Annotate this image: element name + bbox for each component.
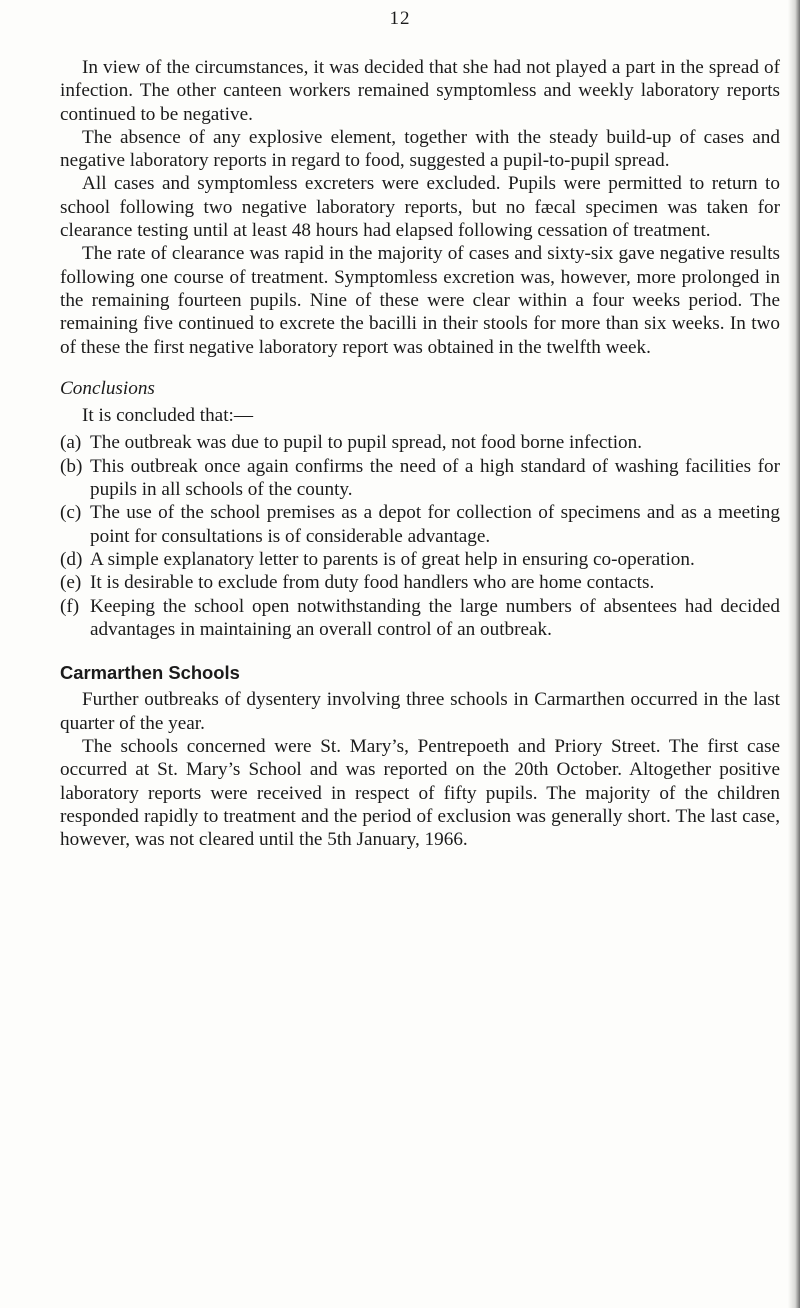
list-text: The use of the school premises as a depot for collection of specimens and as a meeting point for consultations is of considerable advantage. — [90, 502, 780, 547]
list-marker: (c) — [60, 502, 82, 524]
paragraph: The rate of clearance was rapid in the majority of cases and sixty-six gave negative results following one course of treatment. Symptomless excretion was, however, more prolonged in the remaining fourteen pupils. Nine of these were clear within a four weeks period. The remaining five continued to excrete the bacilli in their stools for more than six weeks. In two of these the first negative laboratory report was obtained in the twelfth week. — [60, 243, 780, 358]
page-edge-shadow — [788, 0, 800, 1308]
list-marker: (b) — [60, 455, 83, 477]
list-text: The outbreak was due to pupil to pupil spread, not food borne infection. — [90, 432, 643, 454]
paragraph: Further outbreaks of dysentery involving three schools in Carmarthen occurred in the last quarter of the year. — [60, 689, 780, 734]
conclusions-intro: It is concluded that:— — [82, 405, 254, 427]
list-marker: (d) — [60, 548, 83, 570]
carmarthen-heading: Carmarthen Schools — [60, 662, 240, 684]
list-marker: (f) — [60, 595, 80, 617]
list-text: This outbreak once again confirms the need of a high standard of washing facilities for pupils in all schools of the county. — [90, 455, 780, 501]
paragraph: In view of the circumstances, it was decided that she had not played a part in the spread of infection. The other canteen workers remained symptomless and weekly laboratory reports continued to be negative. — [60, 57, 780, 125]
conclusions-list — [60, 431, 780, 641]
page-number: 12 — [389, 8, 411, 29]
list-marker: (e) — [60, 572, 82, 594]
list-item — [60, 431, 780, 454]
list-item — [60, 455, 780, 502]
conclusions-heading: Conclusions — [60, 377, 155, 399]
document-body — [60, 56, 780, 852]
list-text: Keeping the school open notwithstanding the large numbers of absentees had decided advantages in maintaining an overall control of an outbreak. — [90, 595, 780, 640]
list-item — [60, 548, 780, 571]
list-item — [60, 571, 780, 594]
paragraph: The absence of any explosive element, together with the steady build-up of cases and negative laboratory reports in regard to food, suggested a pupil-to-pupil spread. — [60, 126, 780, 172]
list-item — [60, 595, 780, 642]
list-marker: (a) — [60, 432, 82, 454]
list-item — [60, 501, 780, 548]
paragraph: The schools concerned were St. Mary’s, Pentrepoeth and Priory Street. The first case occurred at St. Mary’s School and was reported on the 20th October. Altogether positive laboratory reports were received in respect of fifty pupils. The majority of the children responded rapidly to treatment and the period of exclusion was generally short. The last case, however, was not cleared until the 5th January, 1966. — [60, 736, 780, 851]
list-text: It is desirable to exclude from duty food handlers who are home contacts. — [90, 572, 655, 594]
list-text: A simple explanatory letter to parents is of great help in ensuring co-operation. — [90, 548, 695, 570]
paragraph: All cases and symptomless excreters were excluded. Pupils were permitted to return to school following two negative laboratory reports, but no fæcal specimen was taken for clearance testing until at least 48 hours had elapsed following cessation of treatment. — [60, 173, 780, 242]
